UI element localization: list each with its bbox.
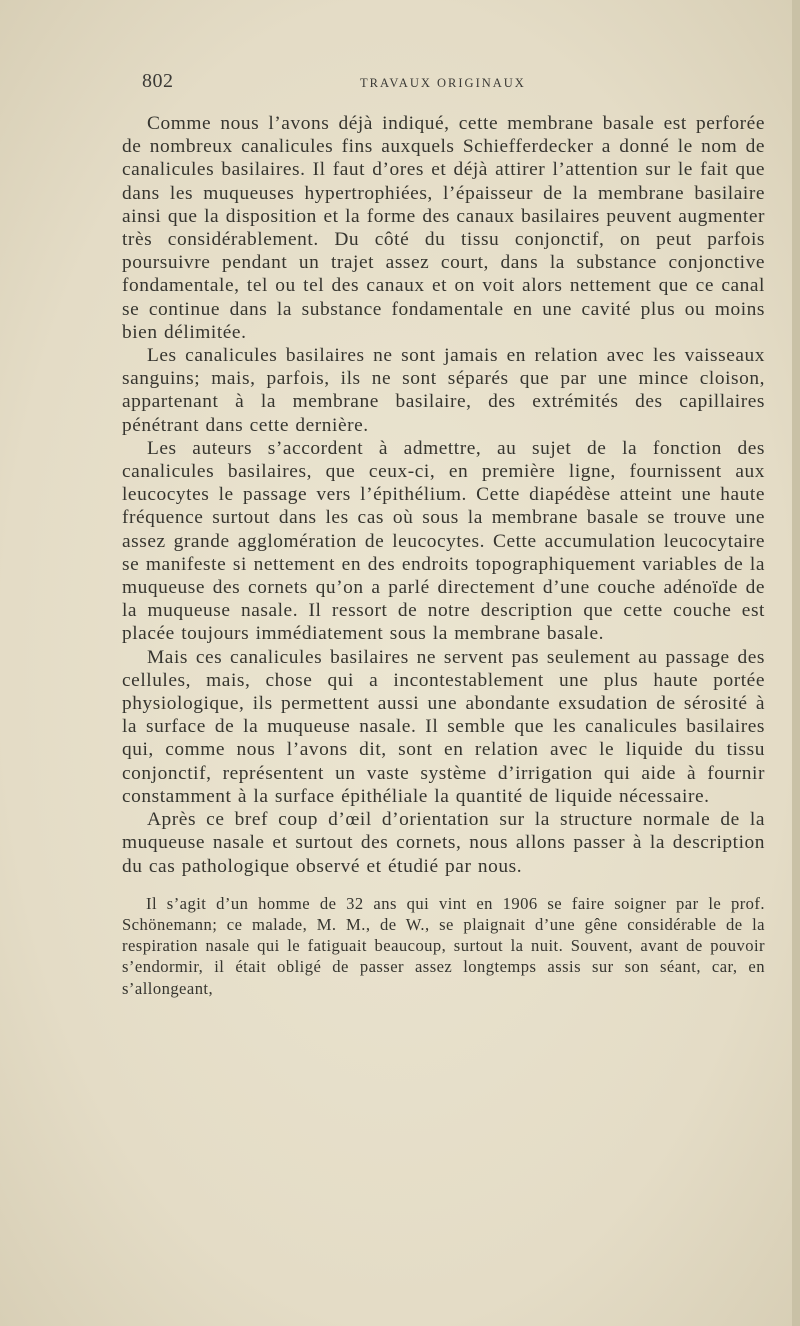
paragraph: Les auteurs s’accordent à admettre, au sujet de la fonction des canalicules basilaires, que ceux-ci, en première ligne, fournissent aux leucocytes le passage vers l’épithélium. Cette diapédèse atteint une haute fréquence surtout dans les cas où sous la membrane basale se trouve une assez grande agglomération de leucocytes. Cette accumulation leucocytaire se manifeste si nettement en des endroits topographiquement variables de la muqueuse des cornets qu’on a parlé directement d’une couche adénoïde de la muqueuse nasale. Il ressort de notre description que cette couche est placée toujours immédiatement sous la membrane basale. xyxy=(122,437,765,645)
paragraph: Après ce bref coup d’œil d’orientation sur la structure normale de la muqueuse nasale et surtout des cornets, nous allons passer à la description du cas pathologique observé et étudié par nous. xyxy=(122,809,765,877)
paragraph: Mais ces canalicules basilaires ne servent pas seulement au passage des cellules, mais, chose qui a incontestablement une plus haute portée physiologique, ils permettent aussi une abondante exsudation de sérosité à la surface de la muqueuse nasale. Il semble que les canalicules basilaires qui, comme nous l’avons dit, sont en relation avec le liquide du tissu conjonctif, représentent un vaste système d’irrigation qui aide à fournir constamment à la surface épithéliale la quantité de liquide nécessaire. xyxy=(122,646,765,807)
paragraph: Comme nous l’avons déjà indiqué, cette membrane basale est perforée de nombreux canalicules fins auxquels Schiefferdecker a donné le nom de canalicules basilaires. Il faut d’ores et déjà attirer l’attention sur le fait que dans les muqueuses hypertrophiées, l’épaisseur de la membrane basilaire ainsi que la disposition et la forme des canaux basilaires peuvent augmenter très considérablement. Du côté du tissu conjonctif, on peut parfois poursuivre pendant un trajet assez court, dans la substance conjonctive fondamentale, tel ou tel des canaux et on voit alors nettement que ce canal se continue dans la substance fondamentale en une cavité plus ou moins bien délimitée. xyxy=(122,113,765,343)
paragraph: Les canalicules basilaires ne sont jamais en relation avec les vaisseaux sanguins; mais, parfois, ils ne sont séparés que par une mince cloison, appartenant à la membrane basilaire, des extrémités des capillaires pénétrant dans cette dernière. xyxy=(122,345,765,436)
page-edge xyxy=(792,0,800,1326)
case-paragraph: Il s’agit d’un homme de 32 ans qui vint en 1906 se faire soigner par le prof. Schönemann; ce malade, M. M., de W., se plaignait d’une gêne considérable de la respiration nasale qui le fatiguait beaucoup, surtout la nuit. Souvent, avant de pouvoir s’endormir, il était obligé de passer assez longtemps assis sur son séant, car, en s’allongeant, xyxy=(122,893,765,998)
page-number: 802 xyxy=(142,70,174,92)
body-text xyxy=(122,112,765,999)
page-header xyxy=(142,70,762,100)
main-text xyxy=(122,112,765,878)
running-head: TRAVAUX ORIGINAUX xyxy=(360,76,526,90)
case-report xyxy=(122,893,765,999)
